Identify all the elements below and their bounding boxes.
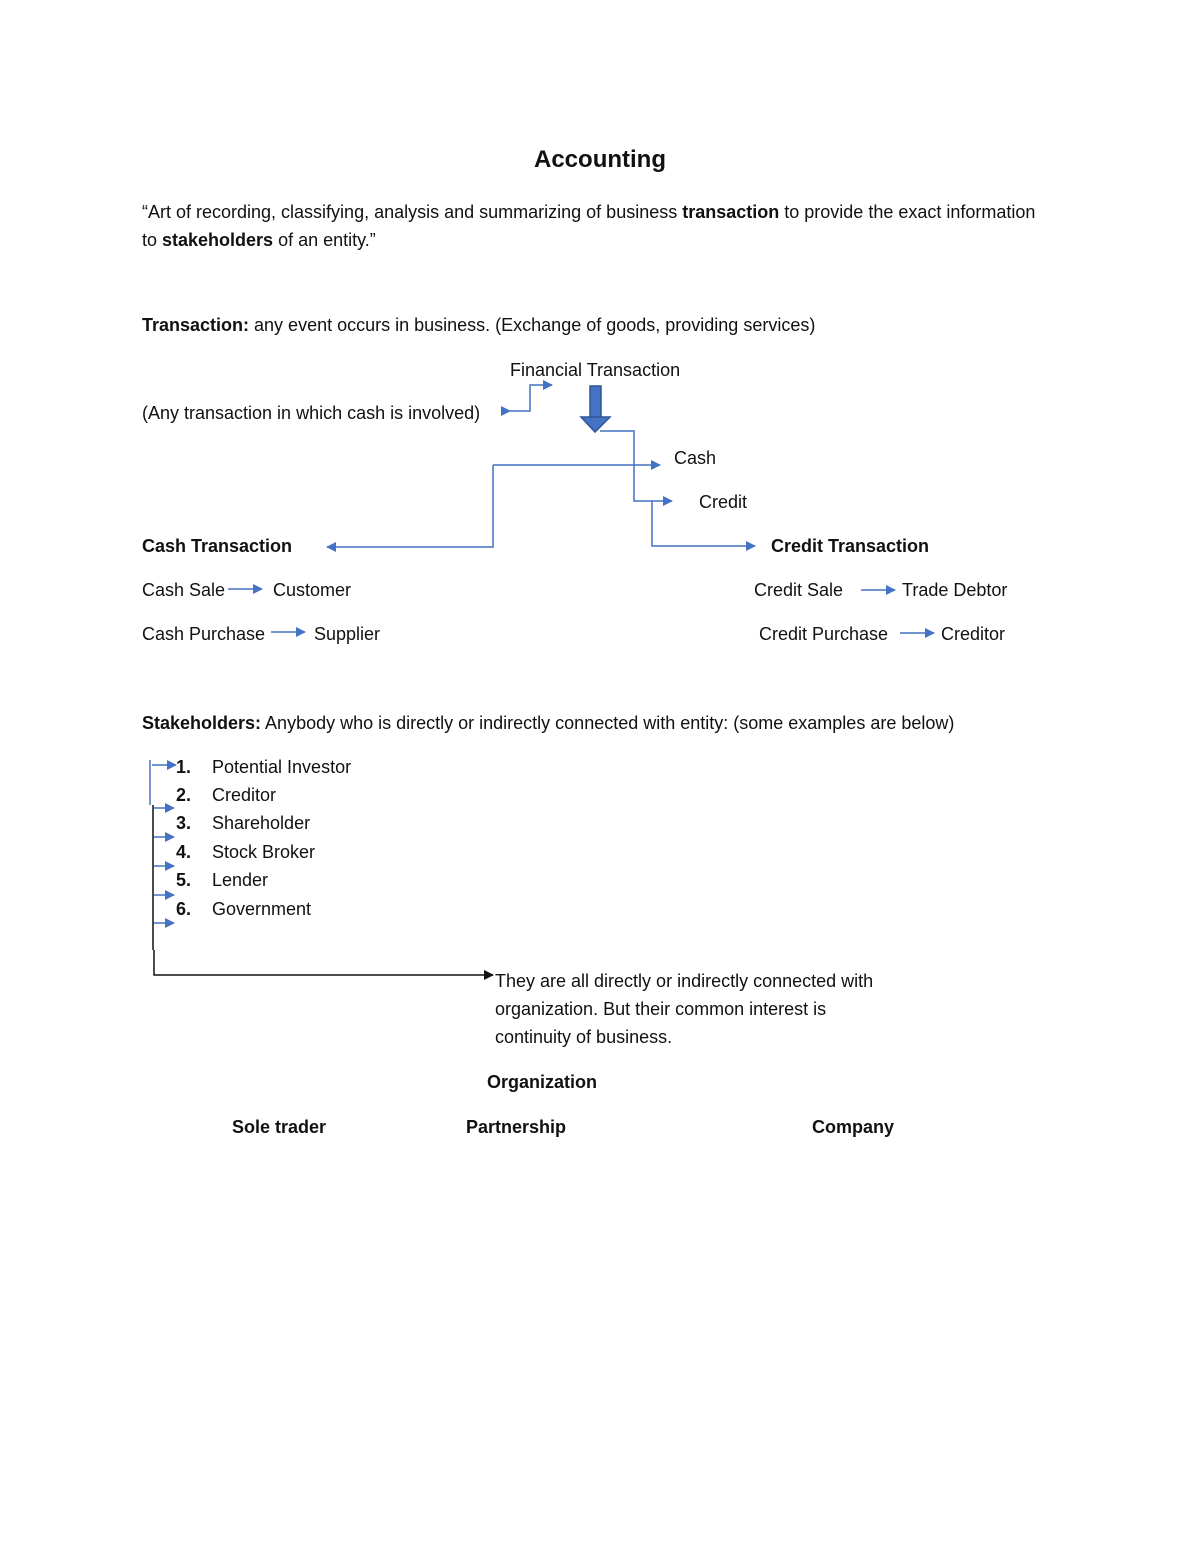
to-cash-credit-connector	[600, 431, 672, 501]
transaction-label: Transaction:	[142, 315, 250, 335]
list-item: Potential Investor	[212, 757, 352, 777]
supplier-label: Supplier	[314, 624, 381, 644]
stakeholder-to-note-connector	[154, 950, 493, 975]
cash-label: Cash	[674, 448, 717, 468]
credit-sale-label: Credit Sale	[754, 580, 844, 600]
list-item: Lender	[212, 870, 269, 890]
customer-label: Customer	[273, 580, 352, 600]
org-type-company: Company	[812, 1117, 895, 1137]
stakeholders-text: Anybody who is directly or indirectly connected with entity: (some examples are below)	[261, 713, 955, 733]
list-item-number: 2.	[176, 785, 192, 805]
list-item-number: 6.	[176, 899, 192, 919]
definition-text-3: of an entity.”	[273, 230, 376, 250]
list-item-number: 1.	[176, 757, 192, 777]
note-to-financial-connector	[510, 385, 552, 411]
cash-transaction-heading: Cash Transaction	[142, 536, 293, 556]
cash-purchase-label: Cash Purchase	[142, 624, 266, 644]
stakeholders-label: Stakeholders:	[142, 713, 262, 733]
stakeholders-definition	[142, 714, 954, 732]
creditor-label: Creditor	[941, 624, 1006, 644]
page-title: Accounting	[534, 146, 666, 173]
down-block-arrow	[581, 386, 610, 432]
list-item: Government	[212, 899, 312, 919]
list-item-number: 5.	[176, 870, 192, 890]
credit-transaction-heading: Credit Transaction	[771, 536, 930, 556]
definition-bold-stakeholders: stakeholders	[162, 230, 274, 250]
list-item: Stock Broker	[212, 842, 316, 862]
transaction-text: any event occurs in business. (Exchange of goods, providing services)	[249, 315, 816, 335]
financial-transaction-label: Financial Transaction	[510, 360, 681, 380]
stakeholders-note-line-2: organization. But their common interest is	[495, 999, 827, 1019]
credit-purchase-label: Credit Purchase	[759, 624, 889, 644]
list-item: Shareholder	[212, 813, 311, 833]
definition-text-2: to provide the exact information to	[142, 202, 1036, 250]
definition-bold-transaction: transaction	[682, 202, 780, 222]
cash-involved-note: (Any transaction in which cash is involved)	[142, 403, 481, 423]
org-type-sole-trader: Sole trader	[232, 1117, 327, 1137]
organization-heading: Organization	[487, 1072, 598, 1092]
credit-label: Credit	[699, 492, 748, 512]
stakeholders-note-line-3: continuity of business.	[495, 1027, 673, 1047]
list-item-number: 3.	[176, 813, 192, 833]
stakeholders-note-line-1: They are all directly or indirectly connected with	[495, 971, 874, 991]
cash-sale-label: Cash Sale	[142, 580, 226, 600]
cash-transaction-connector	[327, 465, 493, 547]
trade-debtor-label: Trade Debtor	[902, 580, 1008, 600]
list-item-number: 4.	[176, 842, 192, 862]
list-item: Creditor	[212, 785, 277, 805]
definition-text-1: “Art of recording, classifying, analysis and summarizing of business	[142, 202, 683, 222]
org-type-partnership: Partnership	[466, 1117, 567, 1137]
